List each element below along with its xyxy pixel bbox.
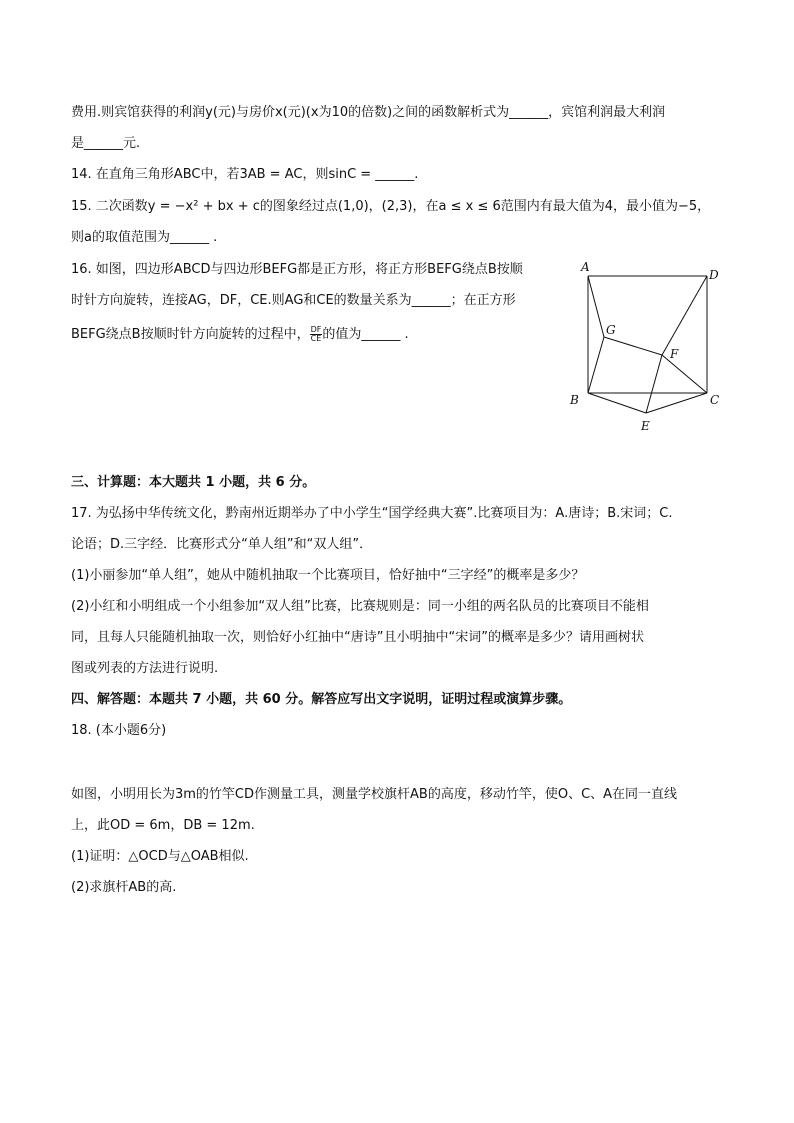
q17-line-2: 论语；D.三字经．比赛形式分“单人组”和“双人组”．	[71, 537, 373, 552]
label-d: D	[709, 268, 719, 282]
q17-part-2-line-1: (2)小红和小明组成一个小组参加“双人组”比赛，比赛规则是：同一小组的两名队员的比赛项目不能相	[71, 599, 649, 614]
fraction-numerator: DF	[310, 325, 322, 334]
label-c: C	[710, 393, 720, 407]
df-ce-fraction	[310, 326, 323, 343]
section-3-heading: 三、计算题：本大题共 1 小题，共 6 分。	[71, 475, 316, 490]
section-4-heading: 四、解答题：本题共 7 小题，共 60 分。解答应写出文字说明，证明过程或演算步骤。	[71, 692, 572, 707]
q13-line-1: 费用.则宾馆获得的利润y(元)与房价x(元)(x为10的倍数)之间的函数解析式为______，宾馆利润最大利润	[71, 105, 666, 120]
q17-line-1: 17. 为弘扬中华传统文化，黔南州近期举办了中小学生“国学经典大赛”.比赛项目为：A.唐诗；B.宋词；C.	[71, 506, 673, 521]
q16-line-2: 时针方向旋转，连接AG，DF，CE.则AG和CE的数量关系为______；在正方形	[71, 293, 516, 308]
q17-part-2-line-3: 图或列表的方法进行说明.	[71, 661, 219, 676]
segment-fe	[646, 355, 662, 413]
q18-part-1: (1)证明：△OCD与△OAB相似.	[71, 849, 249, 864]
label-f: F	[670, 347, 679, 361]
q15-line-2: 则a的取值范围为______ .	[71, 230, 218, 245]
segment-ce	[646, 393, 707, 413]
q13-line-2: 是______元.	[71, 136, 141, 151]
q18-part-2: (2)求旗杆AB的高.	[71, 880, 177, 895]
q16-line-3	[71, 326, 409, 344]
q17-part-1: (1)小丽参加“单人组”，她从中随机抽取一个比赛项目，恰好抽中“三字经”的概率是多少？	[71, 568, 585, 583]
square-rotation-figure	[566, 258, 732, 436]
label-a: A	[581, 260, 590, 274]
q16-line-1: 16. 如图，四边形ABCD与四边形BEFG都是正方形，将正方形BEFG绕点B按顺	[71, 262, 523, 277]
q18-line-1: 如图，小明用长为3m的竹竿CD作测量工具，测量学校旗杆AB的高度，移动竹竿，使O、C、A在同一直线	[71, 787, 678, 802]
fraction-denominator: CE	[310, 334, 322, 343]
label-e: E	[641, 419, 650, 433]
q18-line-2: 上，此OD = 6m，DB = 12m.	[71, 818, 255, 833]
segment-gf	[604, 337, 662, 355]
label-b: B	[570, 393, 579, 407]
q15-line-1: 15. 二次函数y = −x² + bx + c的图象经过点(1,0)，(2,3)，在a ≤ x ≤ 6范围内有最大值为4，最小值为−5，	[71, 199, 711, 214]
segment-fc	[662, 355, 707, 393]
segment-ag	[588, 276, 604, 337]
q16-line-3-pre: BEFG绕点B按顺时针方向旋转的过程中，	[71, 327, 310, 342]
segment-be	[588, 393, 646, 413]
q16-line-3-post: 的值为______ .	[322, 327, 409, 342]
q18-heading: 18. (本小题6分)	[71, 723, 167, 738]
q17-part-2-line-2: 同，且每人只能随机抽取一次，则恰好小红抽中“唐诗”且小明抽中“宋词”的概率是多少？请用画树状	[71, 630, 644, 645]
q14-line: 14. 在直角三角形ABC中，若3AB = AC，则sinC = ______.	[71, 167, 419, 182]
label-g: G	[606, 323, 616, 337]
segment-bg	[588, 337, 604, 393]
segment-df	[662, 276, 707, 355]
